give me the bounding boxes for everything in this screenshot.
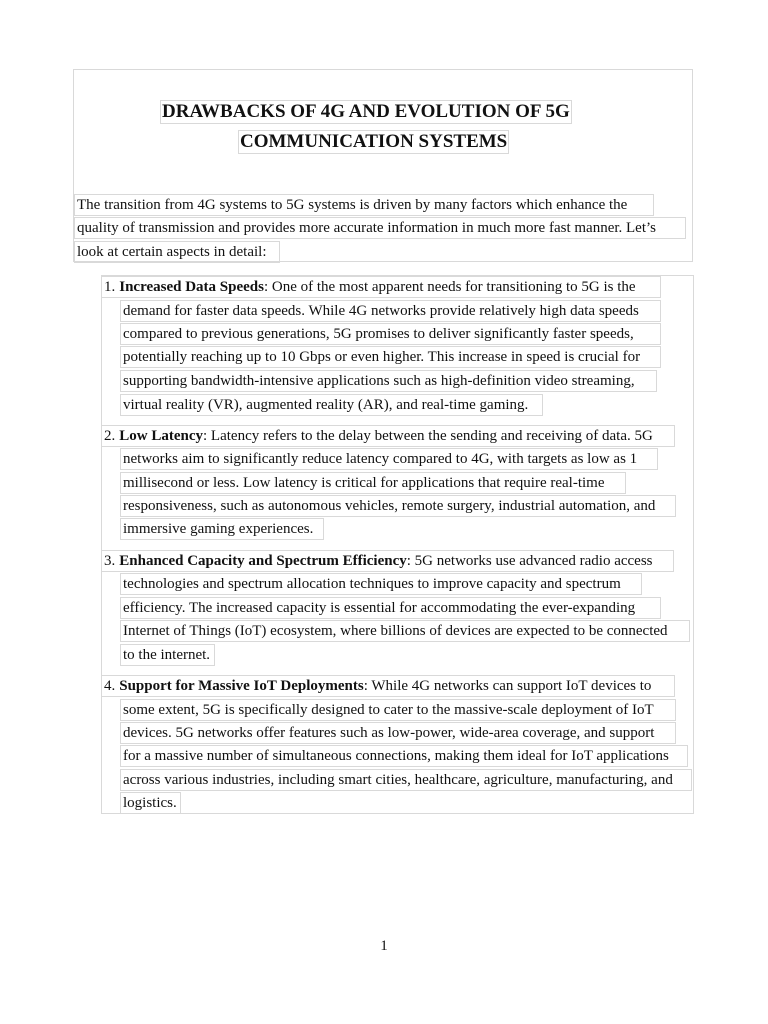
list-item-number: 1. <box>104 279 116 295</box>
intro-paragraph-line-3: look at certain aspects in detail: <box>74 241 280 263</box>
document-title-line-1: DRAWBACKS OF 4G AND EVOLUTION OF 5G <box>162 101 570 122</box>
list-item-number: 4. <box>104 678 116 694</box>
list-item-number: 2. <box>104 428 116 444</box>
list-item-2-line: responsiveness, such as autonomous vehicles, remote surgery, industrial automation, and <box>120 495 676 517</box>
list-item-4-line: logistics. <box>120 792 181 814</box>
list-item-3-line: to the internet. <box>120 644 215 666</box>
list-item-text: : Latency refers to the delay between the sending and receiving of data. 5G <box>203 428 653 444</box>
list-item-number: 3. <box>104 553 116 569</box>
list-item-4-line: across various industries, including smart cities, healthcare, agriculture, manufacturing, and <box>120 769 692 791</box>
list-item-1-line: virtual reality (VR), augmented reality (AR), and real-time gaming. <box>120 394 543 416</box>
list-item-2-line: millisecond or less. Low latency is critical for applications that require real-time <box>120 472 626 494</box>
list-item-3-line: technologies and spectrum allocation techniques to improve capacity and spectrum <box>120 573 642 595</box>
list-item-1-first-line <box>101 276 661 298</box>
intro-paragraph-line-1: The transition from 4G systems to 5G systems is driven by many factors which enhance the <box>74 194 654 216</box>
document-title-line-2: COMMUNICATION SYSTEMS <box>240 131 508 152</box>
list-item-3-line: efficiency. The increased capacity is essential for accommodating the ever-expanding <box>120 597 661 619</box>
list-item-2-line: immersive gaming experiences. <box>120 518 324 540</box>
list-item-4-line: for a massive number of simultaneous connections, making them ideal for IoT applications <box>120 745 688 767</box>
list-item-4-line: devices. 5G networks offer features such as low-power, wide-area coverage, and support <box>120 722 676 744</box>
list-item-text: : One of the most apparent needs for transitioning to 5G is the <box>263 279 636 295</box>
list-item-heading: Enhanced Capacity and Spectrum Efficiency <box>119 553 407 569</box>
list-item-text: : 5G networks use advanced radio access <box>406 553 653 569</box>
list-item-2-first-line <box>101 425 675 447</box>
list-item-heading: Increased Data Speeds <box>119 279 264 295</box>
list-item-3-line: Internet of Things (IoT) ecosystem, where billions of devices are expected to be connected <box>120 620 690 642</box>
page-number: 1 <box>380 938 388 954</box>
list-item-4-first-line <box>101 675 675 697</box>
intro-paragraph-line-2: quality of transmission and provides more accurate information in much more fast manner. Let’s <box>74 217 686 239</box>
list-item-heading: Low Latency <box>119 428 203 444</box>
list-item-1-line: demand for faster data speeds. While 4G networks provide relatively high data speeds <box>120 300 661 322</box>
list-item-2-line: networks aim to significantly reduce latency compared to 4G, with targets as low as 1 <box>120 448 658 470</box>
list-item-1-line: potentially reaching up to 10 Gbps or even higher. This increase in speed is crucial for <box>120 346 661 368</box>
list-item-4-line: some extent, 5G is specifically designed to cater to the massive-scale deployment of IoT <box>120 699 676 721</box>
list-item-1-line: supporting bandwidth-intensive applications such as high-definition video streaming, <box>120 370 657 392</box>
list-item-text: : While 4G networks can support IoT devices to <box>363 678 652 694</box>
list-item-3-first-line <box>101 550 674 572</box>
list-item-1-line: compared to previous generations, 5G promises to deliver significantly faster speeds, <box>120 323 661 345</box>
list-item-heading: Support for Massive IoT Deployments <box>119 678 364 694</box>
